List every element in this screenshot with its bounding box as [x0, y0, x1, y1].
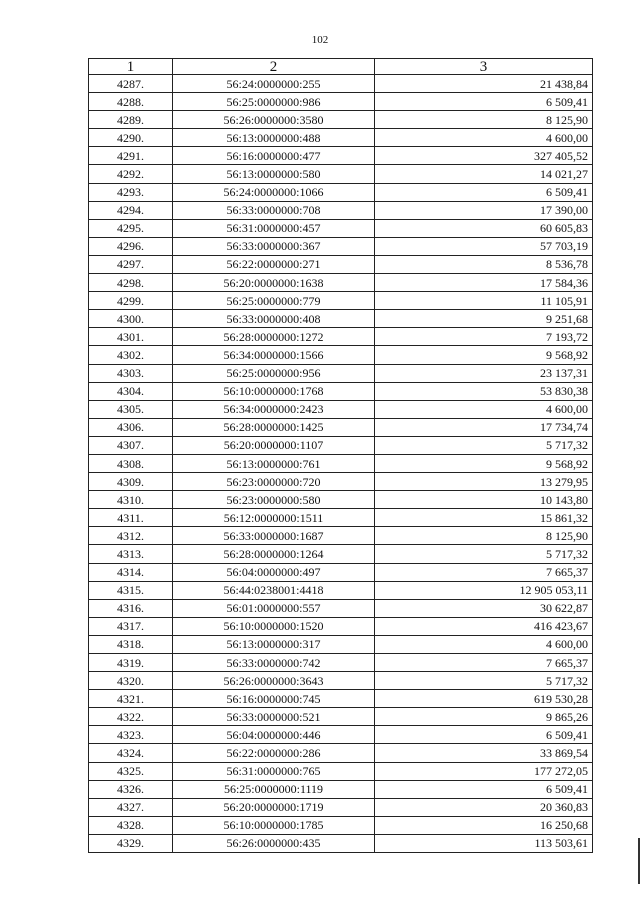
value-cell: 13 279,95 [375, 473, 593, 491]
value-cell: 5 717,32 [375, 545, 593, 563]
cadastral-number-cell: 56:25:0000000:779 [173, 292, 375, 310]
value-cell: 10 143,80 [375, 491, 593, 509]
value-cell: 9 251,68 [375, 310, 593, 328]
row-number-cell: 4300. [89, 310, 173, 328]
table-row [89, 201, 593, 219]
row-number-cell: 4292. [89, 165, 173, 183]
cadastral-number-cell: 56:23:0000000:580 [173, 491, 375, 509]
table-row [89, 310, 593, 328]
cadastral-number-cell: 56:13:0000000:580 [173, 165, 375, 183]
row-number-cell: 4303. [89, 364, 173, 382]
row-number-cell: 4326. [89, 780, 173, 798]
cadastral-number-cell: 56:33:0000000:742 [173, 654, 375, 672]
table-row [89, 165, 593, 183]
value-cell: 17 390,00 [375, 201, 593, 219]
cadastral-number-cell: 56:10:0000000:1785 [173, 816, 375, 834]
value-cell: 4 600,00 [375, 129, 593, 147]
value-cell: 7 665,37 [375, 563, 593, 581]
table-row [89, 436, 593, 454]
row-number-cell: 4319. [89, 654, 173, 672]
table-row [89, 75, 593, 93]
value-cell: 33 869,54 [375, 744, 593, 762]
cadastral-number-cell: 56:16:0000000:745 [173, 690, 375, 708]
cadastral-number-cell: 56:20:0000000:1719 [173, 798, 375, 816]
table-body [89, 75, 593, 853]
table-row [89, 780, 593, 798]
registry-table [88, 58, 593, 853]
table-header-row [89, 59, 593, 75]
cadastral-number-cell: 56:10:0000000:1520 [173, 617, 375, 635]
cadastral-number-cell: 56:28:0000000:1264 [173, 545, 375, 563]
page-number: 102 [311, 34, 329, 46]
table-row [89, 382, 593, 400]
row-number-cell: 4304. [89, 382, 173, 400]
cadastral-number-cell: 56:26:0000000:3643 [173, 672, 375, 690]
cadastral-number-cell: 56:23:0000000:720 [173, 473, 375, 491]
row-number-cell: 4308. [89, 454, 173, 472]
table-row [89, 581, 593, 599]
value-cell: 4 600,00 [375, 400, 593, 418]
table-row [89, 328, 593, 346]
row-number-cell: 4328. [89, 816, 173, 834]
row-number-cell: 4311. [89, 509, 173, 527]
value-cell: 9 865,26 [375, 708, 593, 726]
cadastral-number-cell: 56:33:0000000:1687 [173, 527, 375, 545]
cadastral-number-cell: 56:22:0000000:271 [173, 255, 375, 273]
column-header-1: 1 [89, 59, 173, 75]
cadastral-number-cell: 56:13:0000000:488 [173, 129, 375, 147]
cadastral-number-cell: 56:28:0000000:1272 [173, 328, 375, 346]
value-cell: 15 861,32 [375, 509, 593, 527]
value-cell: 177 272,05 [375, 762, 593, 780]
cadastral-number-cell: 56:04:0000000:497 [173, 563, 375, 581]
table-row [89, 183, 593, 201]
row-number-cell: 4296. [89, 237, 173, 255]
row-number-cell: 4324. [89, 744, 173, 762]
table-row [89, 726, 593, 744]
cadastral-number-cell: 56:28:0000000:1425 [173, 418, 375, 436]
value-cell: 6 509,41 [375, 780, 593, 798]
table-row [89, 255, 593, 273]
table-row [89, 147, 593, 165]
row-number-cell: 4299. [89, 292, 173, 310]
value-cell: 17 734,74 [375, 418, 593, 436]
row-number-cell: 4290. [89, 129, 173, 147]
table-row [89, 563, 593, 581]
value-cell: 5 717,32 [375, 436, 593, 454]
row-number-cell: 4316. [89, 599, 173, 617]
cadastral-number-cell: 56:33:0000000:708 [173, 201, 375, 219]
row-number-cell: 4287. [89, 75, 173, 93]
table-row [89, 346, 593, 364]
cadastral-number-cell: 56:25:0000000:1119 [173, 780, 375, 798]
cadastral-number-cell: 56:12:0000000:1511 [173, 509, 375, 527]
value-cell: 6 509,41 [375, 93, 593, 111]
cadastral-number-cell: 56:34:0000000:2423 [173, 400, 375, 418]
value-cell: 8 125,90 [375, 111, 593, 129]
cadastral-number-cell: 56:22:0000000:286 [173, 744, 375, 762]
row-number-cell: 4321. [89, 690, 173, 708]
table-row [89, 672, 593, 690]
cadastral-number-cell: 56:33:0000000:521 [173, 708, 375, 726]
value-cell: 8 125,90 [375, 527, 593, 545]
cadastral-number-cell: 56:13:0000000:761 [173, 454, 375, 472]
table-row [89, 274, 593, 292]
row-number-cell: 4323. [89, 726, 173, 744]
row-number-cell: 4293. [89, 183, 173, 201]
row-number-cell: 4320. [89, 672, 173, 690]
table-row [89, 527, 593, 545]
cadastral-number-cell: 56:24:0000000:255 [173, 75, 375, 93]
row-number-cell: 4327. [89, 798, 173, 816]
value-cell: 4 600,00 [375, 635, 593, 653]
cadastral-number-cell: 56:31:0000000:765 [173, 762, 375, 780]
cadastral-number-cell: 56:44:0238001:4418 [173, 581, 375, 599]
value-cell: 6 509,41 [375, 726, 593, 744]
table-row [89, 93, 593, 111]
value-cell: 30 622,87 [375, 599, 593, 617]
value-cell: 327 405,52 [375, 147, 593, 165]
value-cell: 9 568,92 [375, 346, 593, 364]
row-number-cell: 4307. [89, 436, 173, 454]
table-row [89, 418, 593, 436]
row-number-cell: 4322. [89, 708, 173, 726]
column-header-3: 3 [375, 59, 593, 75]
table-row [89, 708, 593, 726]
row-number-cell: 4291. [89, 147, 173, 165]
table-row [89, 798, 593, 816]
row-number-cell: 4295. [89, 219, 173, 237]
row-number-cell: 4309. [89, 473, 173, 491]
table-row [89, 491, 593, 509]
cadastral-number-cell: 56:33:0000000:408 [173, 310, 375, 328]
value-cell: 5 717,32 [375, 672, 593, 690]
cadastral-number-cell: 56:10:0000000:1768 [173, 382, 375, 400]
row-number-cell: 4305. [89, 400, 173, 418]
table-row [89, 454, 593, 472]
cadastral-number-cell: 56:04:0000000:446 [173, 726, 375, 744]
row-number-cell: 4294. [89, 201, 173, 219]
row-number-cell: 4329. [89, 834, 173, 852]
table-row [89, 292, 593, 310]
value-cell: 619 530,28 [375, 690, 593, 708]
value-cell: 8 536,78 [375, 255, 593, 273]
value-cell: 6 509,41 [375, 183, 593, 201]
value-cell: 17 584,36 [375, 274, 593, 292]
row-number-cell: 4288. [89, 93, 173, 111]
value-cell: 416 423,67 [375, 617, 593, 635]
table-row [89, 617, 593, 635]
column-header-2: 2 [173, 59, 375, 75]
table-row [89, 111, 593, 129]
table-row [89, 237, 593, 255]
table-row [89, 129, 593, 147]
row-number-cell: 4297. [89, 255, 173, 273]
table-row [89, 690, 593, 708]
value-cell: 57 703,19 [375, 237, 593, 255]
cadastral-number-cell: 56:20:0000000:1107 [173, 436, 375, 454]
cadastral-number-cell: 56:26:0000000:3580 [173, 111, 375, 129]
cadastral-number-cell: 56:13:0000000:317 [173, 635, 375, 653]
row-number-cell: 4298. [89, 274, 173, 292]
cadastral-number-cell: 56:33:0000000:367 [173, 237, 375, 255]
table-row [89, 635, 593, 653]
value-cell: 60 605,83 [375, 219, 593, 237]
row-number-cell: 4310. [89, 491, 173, 509]
table-row [89, 473, 593, 491]
value-cell: 23 137,31 [375, 364, 593, 382]
row-number-cell: 4314. [89, 563, 173, 581]
cadastral-number-cell: 56:01:0000000:557 [173, 599, 375, 617]
table-row [89, 364, 593, 382]
value-cell: 113 503,61 [375, 834, 593, 852]
value-cell: 14 021,27 [375, 165, 593, 183]
table-row [89, 816, 593, 834]
row-number-cell: 4312. [89, 527, 173, 545]
table-row [89, 744, 593, 762]
table-row [89, 545, 593, 563]
table-row [89, 762, 593, 780]
table-row [89, 219, 593, 237]
row-number-cell: 4313. [89, 545, 173, 563]
row-number-cell: 4325. [89, 762, 173, 780]
cadastral-number-cell: 56:26:0000000:435 [173, 834, 375, 852]
value-cell: 12 905 053,11 [375, 581, 593, 599]
row-number-cell: 4317. [89, 617, 173, 635]
row-number-cell: 4315. [89, 581, 173, 599]
cadastral-number-cell: 56:34:0000000:1566 [173, 346, 375, 364]
row-number-cell: 4301. [89, 328, 173, 346]
value-cell: 7 193,72 [375, 328, 593, 346]
cadastral-number-cell: 56:20:0000000:1638 [173, 274, 375, 292]
row-number-cell: 4302. [89, 346, 173, 364]
value-cell: 20 360,83 [375, 798, 593, 816]
row-number-cell: 4318. [89, 635, 173, 653]
row-number-cell: 4306. [89, 418, 173, 436]
value-cell: 9 568,92 [375, 454, 593, 472]
table-row [89, 509, 593, 527]
row-number-cell: 4289. [89, 111, 173, 129]
value-cell: 7 665,37 [375, 654, 593, 672]
table-row [89, 599, 593, 617]
value-cell: 53 830,38 [375, 382, 593, 400]
cadastral-number-cell: 56:25:0000000:986 [173, 93, 375, 111]
value-cell: 21 438,84 [375, 75, 593, 93]
cadastral-number-cell: 56:24:0000000:1066 [173, 183, 375, 201]
cadastral-number-cell: 56:25:0000000:956 [173, 364, 375, 382]
value-cell: 16 250,68 [375, 816, 593, 834]
table-row [89, 654, 593, 672]
table-row [89, 834, 593, 852]
table-row [89, 400, 593, 418]
cadastral-number-cell: 56:31:0000000:457 [173, 219, 375, 237]
value-cell: 11 105,91 [375, 292, 593, 310]
cadastral-number-cell: 56:16:0000000:477 [173, 147, 375, 165]
